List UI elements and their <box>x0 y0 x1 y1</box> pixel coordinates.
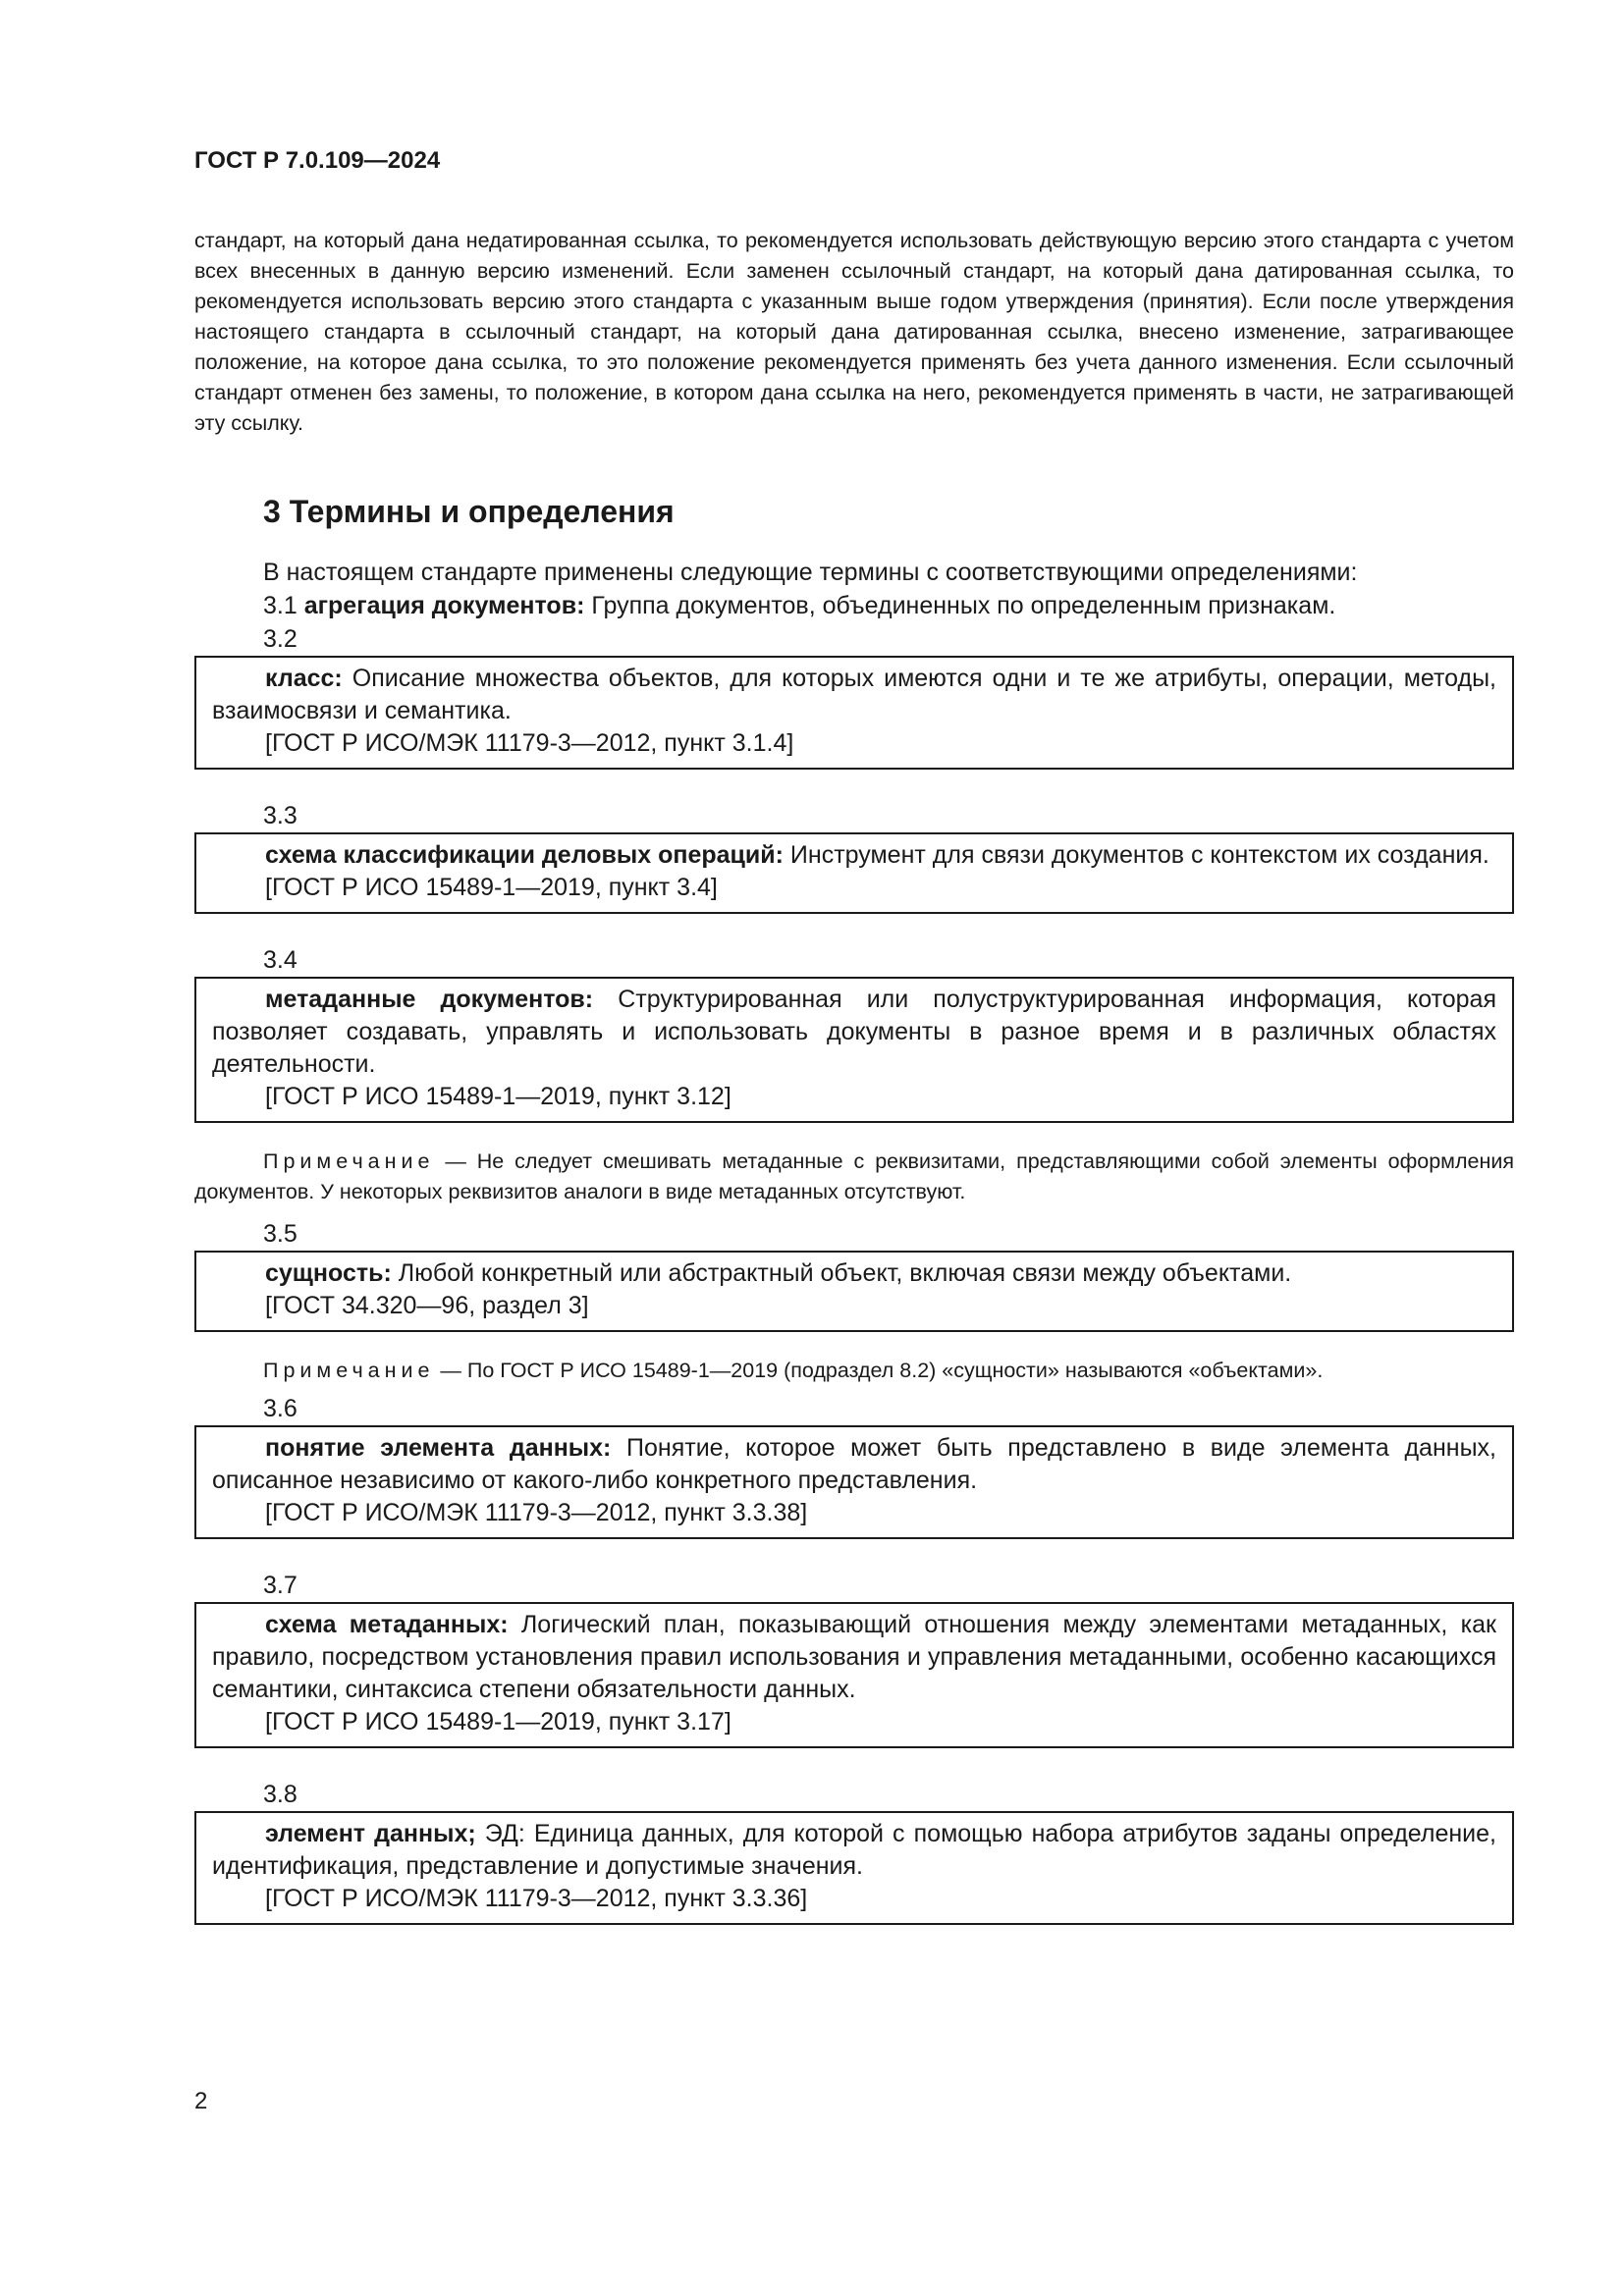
term-number: 3.2 <box>263 625 298 653</box>
term-name: агрегация документов: <box>303 592 585 619</box>
term-name: схема метаданных: <box>265 1611 509 1638</box>
term-text <box>212 1257 1496 1290</box>
term-text <box>212 663 1496 727</box>
section-lead: В настоящем стандарте применены следующие термины с соответствующими определениями: <box>263 559 1358 586</box>
term-source: [ГОСТ Р ИСО/МЭК 11179-3—2012, пункт 3.3.38] <box>265 1499 808 1526</box>
note-text: — Не следует смешивать метаданные с реквизитами, представляющими собой элементы оформления документов. У некоторых реквизитов аналоги в виде метаданных отсутствуют. <box>194 1149 1514 1203</box>
term-text <box>212 984 1496 1081</box>
note <box>194 1356 1514 1386</box>
term-text <box>212 1609 1496 1706</box>
term-definition: Понятие, которое может быть представлено в виде элемента данных, описанное независимо от какого-либо конкретного представления. <box>212 1434 1496 1494</box>
term-name: сущность: <box>265 1259 392 1287</box>
term-text <box>212 1432 1496 1497</box>
term-number: 3.4 <box>263 946 298 974</box>
term-number: 3.3 <box>263 802 298 829</box>
term-source: [ГОСТ Р ИСО/МЭК 11179-3—2012, пункт 3.1.4] <box>265 729 794 757</box>
note <box>194 1147 1514 1207</box>
note-label: Примечание <box>263 1149 435 1173</box>
term-box-3-8 <box>194 1811 1514 1925</box>
term-name: метаданные документов: <box>265 986 594 1013</box>
term-definition: Группа документов, объединенных по определенным признакам. <box>584 592 1336 619</box>
term-box-3-7 <box>194 1602 1514 1748</box>
term-definition: Структурированная или полуструктурированная информация, которая позволяет создавать, управлять и использовать документы в разное время и в различных областях деятельности. <box>212 986 1496 1078</box>
document-page <box>194 147 1514 1925</box>
term-box-3-5 <box>194 1251 1514 1332</box>
section-title: 3 Термины и определения <box>263 494 675 529</box>
term-source: [ГОСТ 34.320—96, раздел 3] <box>265 1292 589 1319</box>
term-number: 3.1 <box>263 592 298 619</box>
term-definition: Описание множества объектов, для которых имеются одни и те же атрибуты, операции, методы, взаимосвязи и семантика. <box>212 665 1496 724</box>
term-box-3-6 <box>194 1425 1514 1539</box>
term-text <box>212 1818 1496 1883</box>
term-text <box>212 839 1496 872</box>
note-label: Примечание <box>263 1359 435 1382</box>
term-name: элемент данных; <box>265 1820 476 1847</box>
term-name: схема классификации деловых операций: <box>265 841 784 869</box>
note-text: — По ГОСТ Р ИСО 15489-1—2019 (подраздел 8.2) «сущности» называются «объектами». <box>434 1359 1324 1382</box>
term-box-3-2 <box>194 656 1514 770</box>
intro-paragraph: стандарт, на который дана недатированная ссылка, то рекомендуется использовать действующую версию этого стандарта с учетом всех внесенных в данную версию изменений. Если заменен ссылочный стандарт, на который дана датированная ссылка, то рекомендуется использовать версию этого стандарта с указанным выше годом утверждения (принятия). Если после утверждения настоящего стандарта в ссылочный стандарт, на который дана датированная ссылка, внесено изменение, затрагивающее положение, на которое дана ссылка, то это положение рекомендуется применять без учета данного изменения. Если ссылочный стандарт отменен без замены, то положение, в котором дана ссылка на него, рекомендуется применять в части, не затрагивающей эту ссылку. <box>194 229 1514 435</box>
page-number: 2 <box>194 2088 208 2114</box>
term-definition: Инструмент для связи документов с контекстом их создания. <box>783 841 1489 869</box>
term-number: 3.5 <box>263 1220 298 1248</box>
term-source: [ГОСТ Р ИСО 15489-1—2019, пункт 3.4] <box>265 874 718 901</box>
term-definition: ЭД: Единица данных, для которой с помощью набора атрибутов заданы определение, идентификация, представление и допустимые значения. <box>212 1820 1496 1880</box>
term-source: [ГОСТ Р ИСО 15489-1—2019, пункт 3.12] <box>265 1083 731 1110</box>
term-name: понятие элемента данных: <box>265 1434 612 1462</box>
term-box-3-3 <box>194 832 1514 914</box>
term-definition: Любой конкретный или абстрактный объект, включая связи между объектами. <box>391 1259 1292 1287</box>
document-code: ГОСТ Р 7.0.109—2024 <box>194 147 441 174</box>
term-3-1 <box>263 589 1514 622</box>
term-name: класс: <box>265 665 343 692</box>
term-number: 3.8 <box>263 1781 298 1808</box>
term-source: [ГОСТ Р ИСО/МЭК 11179-3—2012, пункт 3.3.36] <box>265 1885 808 1912</box>
term-box-3-4 <box>194 977 1514 1123</box>
term-number: 3.7 <box>263 1572 298 1599</box>
term-source: [ГОСТ Р ИСО 15489-1—2019, пункт 3.17] <box>265 1708 731 1735</box>
term-number: 3.6 <box>263 1395 298 1422</box>
term-definition: Логический план, показывающий отношения между элементами метаданных, как правило, посредством установления правил использования и управления метаданными, особенно касающихся семантики, синтаксиса степени обязательности данных. <box>212 1611 1496 1703</box>
